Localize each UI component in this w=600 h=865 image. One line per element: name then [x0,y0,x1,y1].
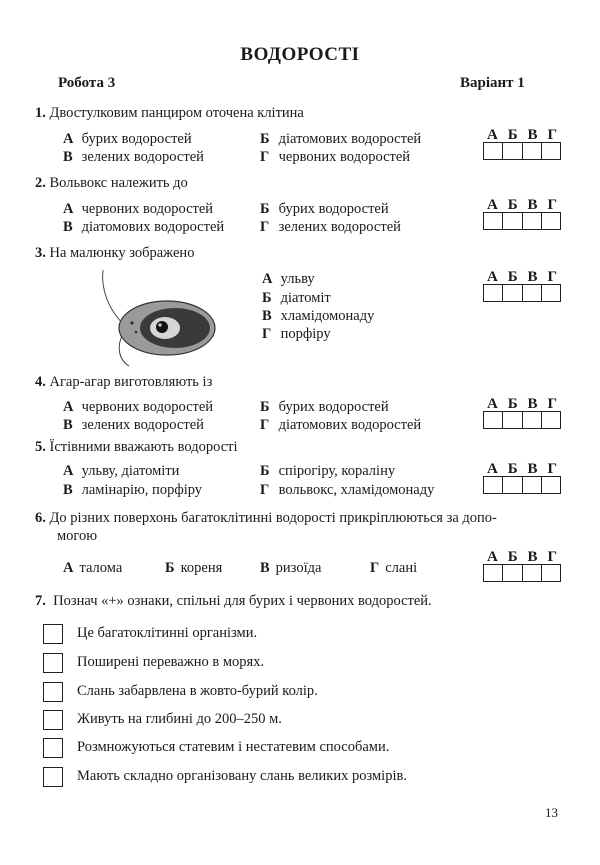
statement-checkbox-2[interactable] [43,653,63,673]
answer-letter-c: В [527,197,538,213]
question-number: 7. [35,593,46,609]
question-5 [35,439,238,456]
answer-box-a[interactable] [484,412,503,428]
option-text: зелених водоростей [81,149,204,165]
question-text-line1: До різних поверхонь багатоклітинні водорості прикріплюються за допо- [49,510,497,526]
option-text: червоних водоростей [278,149,411,165]
answer-letter-d: Г [547,197,557,213]
statement-checkbox-6[interactable] [43,767,63,787]
answer-letter-b: Б [507,461,518,477]
answer-box-c[interactable] [523,565,542,581]
answer-letter-b: Б [507,396,518,412]
q2-answer-grid[interactable] [483,199,561,230]
question-6 [35,510,497,527]
q2-option-c[interactable] [63,219,224,236]
page-number: 13 [545,805,558,820]
q5-option-d[interactable] [260,482,434,499]
option-letter: Г [260,482,270,498]
option-letter: Б [260,399,270,415]
option-text: діатоміт [280,290,331,306]
option-letter: Б [260,201,270,217]
question-text: Познач «+» ознаки, спільні для бурих і червоних водоростей. [53,593,432,609]
answer-box-c[interactable] [523,477,542,493]
q1-option-c[interactable] [63,149,204,166]
answer-box-d[interactable] [542,412,560,428]
answer-letter-c: В [527,549,538,565]
answer-letter-d: Г [547,127,557,143]
statement-text-4: Живуть на глибині до 200–250 м. [77,711,282,727]
q5-answer-grid[interactable] [483,463,561,494]
statement-text-6: Мають складно організовану слань великих розмірів. [77,768,407,784]
answer-letter-c: В [527,461,538,477]
option-letter: Г [260,149,270,165]
option-letter: В [260,560,270,576]
q4-option-a[interactable] [63,399,213,416]
answer-letter-a: А [487,197,498,213]
q4-answer-grid[interactable] [483,398,561,429]
statement-checkbox-5[interactable] [43,738,63,758]
q1-option-a[interactable] [63,131,192,148]
option-text: слані [385,560,418,576]
answer-box-b[interactable] [503,213,522,229]
question-number: 2. [35,175,46,191]
question-text: Двостулковим панциром оточена клітина [49,105,304,121]
answer-box-a[interactable] [484,285,503,301]
q2-option-a[interactable] [63,201,213,218]
option-text: ризоїда [275,560,322,576]
question-text: На малюнку зображено [49,245,195,261]
answer-box-d[interactable] [542,477,560,493]
q4-option-b[interactable] [260,399,389,416]
question-3 [35,245,194,262]
statement-text-5: Розмножуються статевим і нестатевим способами. [77,739,390,755]
option-text: червоних водоростей [81,399,214,415]
answer-box-b[interactable] [503,285,522,301]
answer-letter-a: А [487,549,498,565]
option-text: порфіру [280,326,331,342]
q2-option-d[interactable] [260,219,401,236]
question-number: 3. [35,245,46,261]
option-letter: Б [262,290,272,306]
option-text: вольвокс, хламідомонаду [278,482,435,498]
q4-option-d[interactable] [260,417,421,434]
option-letter: В [262,308,272,324]
option-text: талома [79,560,123,576]
answer-letter-c: В [527,269,538,285]
question-7 [35,593,432,610]
option-letter: В [63,417,73,433]
question-number: 4. [35,374,46,390]
statement-checkbox-1[interactable] [43,624,63,644]
answer-box-d[interactable] [542,285,560,301]
option-letter: В [63,219,73,235]
q3-option-d[interactable] [262,326,331,343]
answer-letter-a: А [487,127,498,143]
question-text-line2: могою [57,528,98,544]
q3-answer-grid[interactable] [483,271,561,302]
question-text: Агар-агар виготовляють із [49,374,213,390]
option-letter: А [63,399,74,415]
q2-option-b[interactable] [260,201,389,218]
answer-box-a[interactable] [484,213,503,229]
answer-letter-b: Б [507,269,518,285]
answer-letter-a: А [487,396,498,412]
answer-letter-b: Б [507,549,518,565]
option-letter: Б [260,463,270,479]
statement-checkbox-3[interactable] [43,682,63,702]
option-letter: А [262,271,273,287]
option-letter: А [63,131,74,147]
question-text: Вольвокс належить до [49,175,188,191]
q6-option-d[interactable] [370,560,417,577]
answer-letter-c: В [527,396,538,412]
q5-option-a[interactable] [63,463,179,480]
q6-option-a[interactable] [63,560,122,577]
option-letter: В [63,149,73,165]
answer-box-c[interactable] [523,285,542,301]
question-4 [35,374,212,391]
option-text: червоних водоростей [81,201,214,217]
question-text: Їстівними вважають водорості [49,439,238,455]
q1-option-b[interactable] [260,131,421,148]
q3-option-b[interactable] [262,290,331,307]
option-text: діатомових водоростей [278,131,422,147]
option-letter: Б [165,560,175,576]
q1-option-d[interactable] [260,149,410,166]
option-text: зелених водоростей [81,417,204,433]
q5-option-c[interactable] [63,482,202,499]
option-letter: Г [370,560,380,576]
q6-option-b[interactable] [165,560,222,577]
q1-answer-grid[interactable] [483,129,561,160]
option-text: бурих водоростей [278,399,389,415]
q3-option-c[interactable] [262,308,374,325]
q4-option-c[interactable] [63,417,204,434]
q6-answer-grid[interactable] [483,551,561,582]
answer-box-b[interactable] [503,565,522,581]
statement-text-3: Слань забарвлена в жовто-бурий колір. [77,683,318,699]
answer-box-d[interactable] [542,213,560,229]
option-letter: Г [260,417,270,433]
statement-checkbox-4[interactable] [43,710,63,730]
option-text: хламідомонаду [280,308,375,324]
question-1 [35,105,304,122]
answer-box-c[interactable] [523,213,542,229]
option-text: кореня [180,560,223,576]
q5-option-b[interactable] [260,463,395,480]
answer-box-a[interactable] [484,477,503,493]
answer-box-b[interactable] [503,412,522,428]
answer-letter-d: Г [547,461,557,477]
q3-option-a[interactable] [262,271,315,288]
answer-box-c[interactable] [523,143,542,159]
option-text: ульву, діатоміти [81,463,180,479]
option-letter: А [63,201,74,217]
question-2 [35,175,188,192]
statement-text-1: Це багатоклітинні організми. [77,625,258,641]
option-text: бурих водоростей [278,201,389,217]
option-letter: Б [260,131,270,147]
option-text: діатомових водоростей [81,219,225,235]
answer-letter-c: В [527,127,538,143]
answer-box-a[interactable] [484,143,503,159]
answer-letter-a: А [487,461,498,477]
answer-letter-b: Б [507,197,518,213]
page-title: ВОДОРОСТІ [240,44,360,65]
question-number: 1. [35,105,46,121]
variant-label: Варіант 1 [460,75,525,91]
option-letter: В [63,482,73,498]
work-label: Робота 3 [58,75,116,91]
question-number: 6. [35,510,46,526]
answer-box-d[interactable] [542,143,560,159]
answer-box-c[interactable] [523,412,542,428]
option-text: діатомових водоростей [278,417,422,433]
option-letter: Г [262,326,272,342]
option-text: зелених водоростей [278,219,401,235]
answer-box-d[interactable] [542,565,560,581]
answer-box-b[interactable] [503,477,522,493]
option-letter: А [63,463,74,479]
q6-option-c[interactable] [260,560,321,577]
option-letter: А [63,560,74,576]
answer-box-a[interactable] [484,565,503,581]
answer-letter-d: Г [547,269,557,285]
answer-letter-d: Г [547,396,557,412]
option-text: бурих водоростей [81,131,192,147]
answer-letter-a: А [487,269,498,285]
option-text: спірогіру, кораліну [278,463,396,479]
statement-text-2: Поширені переважно в морях. [77,654,265,670]
chlamydomonas-illustration [95,268,235,368]
option-letter: Г [260,219,270,235]
option-text: ульву [280,271,315,287]
answer-letter-b: Б [507,127,518,143]
option-text: ламінарію, порфіру [81,482,203,498]
answer-letter-d: Г [547,549,557,565]
question-number: 5. [35,439,46,455]
answer-box-b[interactable] [503,143,522,159]
